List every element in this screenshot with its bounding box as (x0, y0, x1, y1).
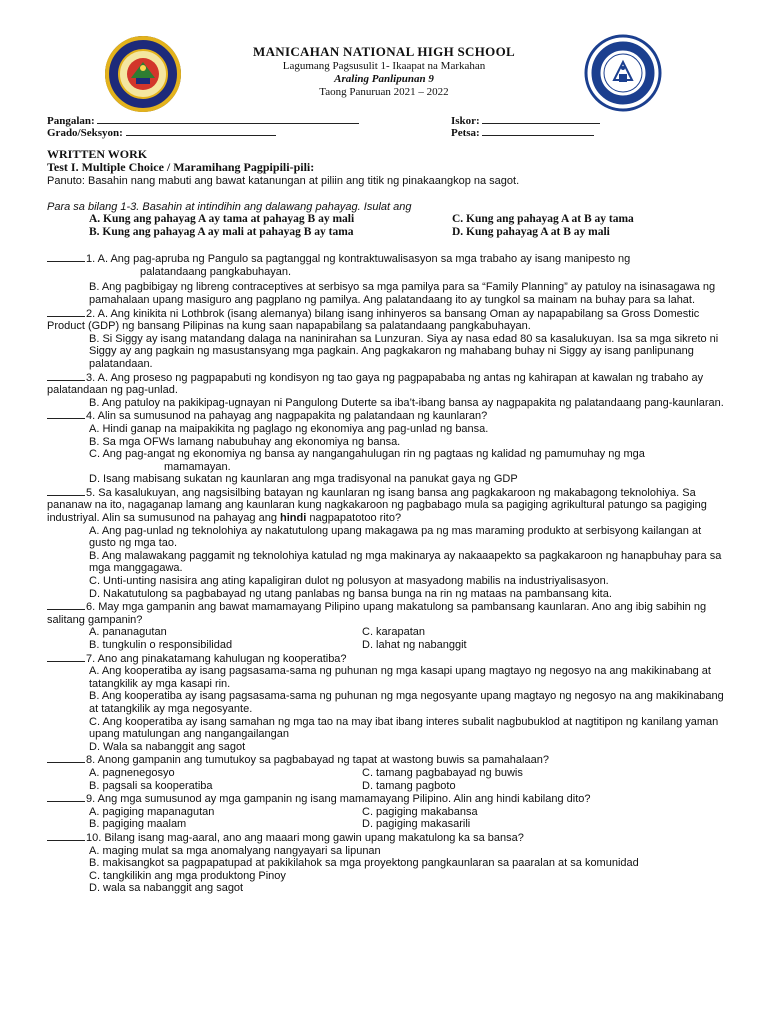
answer-blank-1[interactable] (47, 252, 85, 262)
q7-stem: 7. Ano ang pinakatamang kahulugan ng kooperatiba? (86, 652, 347, 665)
grade-section-label: Grado/Seksyon: (47, 127, 123, 139)
date-field (451, 125, 594, 139)
q10-stem: 10. Bilang isang mag-aaral, ano ang maaari mong gawin upang makatulong ka sa bansa? (86, 831, 524, 844)
q1-statement-b: B. Ang pagbibigay ng libreng contraceptives at serbisyo sa mga pamilya para sa “Family Planning” ay patuloy na isinasagawa ng pamahalaan upang masiguro ang pagplano ng pamilya. Ang palatandaang ito ay tungkol sa mainam na buhay para sa lahat. (89, 281, 716, 306)
q9-option-d: D. pagiging makasarili (362, 818, 471, 831)
q4-option-c: C. Ang pag-angat ng ekonomiya ng bansa ay nangangahulugan rin ng pagtaas ng kalidad ng pamumuhay ng mga (89, 448, 645, 461)
score-label: Iskor: (451, 115, 480, 127)
answer-blank-4[interactable] (47, 409, 85, 419)
q4-option-b: B. Sa mga OFWs lamang nabubuhay ang ekonomiya ng bansa. (89, 435, 401, 448)
q5-stem: 5. Sa kasalukuyan, ang nagsisilbing batayan ng kaunlaran ng isang bansa ang pagkakaroon ng makabagong teknolohiya. Sa pananaw na ito, nagaganap lamang ang kaunlaran kung nagkakaroon ng pagbabago mula sa pagiging agrikultural patungo sa pagiging industriyal. Alin sa sumusunod na pahayag ang (47, 486, 707, 525)
q8-option-a: A. pagnenegosyo (89, 766, 175, 779)
question-2 (47, 307, 727, 371)
section-title: WRITTEN WORK (47, 147, 148, 161)
q8-option-b: B. pagsali sa kooperatiba (89, 779, 213, 792)
q7-option-d: D. Wala sa nabanggit ang sagot (89, 740, 246, 753)
question-10 (47, 831, 727, 895)
q10-option-c: C. tangkilikin ang mga produktong Pinoy (89, 869, 286, 882)
q8-option-c: C. tamang pagbabayad ng buwis (362, 766, 523, 779)
q7-option-c: C. Ang kooperatiba ay isang samahan ng mga tao na may ibat ibang interes subalit nagbubuklod at nagtitipon ng kanilang yaman upang matulungan ang nangangailangan (89, 715, 719, 741)
q9-option-c: C. pagiging makabansa (362, 805, 478, 818)
q8-stem: 8. Anong gampanin ang tumutukoy sa pagbabayad ng tapat at wastong buwis sa pamahalaan? (86, 754, 549, 767)
q2-statement-a: 2. A. Ang kinikita ni Lothbrok (isang alemanya) bilang isang inhinyeros sa bansang Oman ay napapabilang sa Gross Domestic Product (GDP) ng bansang Pilipinas na kung saan napapabilang sa palatandaang pangkabuhayan. (47, 307, 700, 333)
key-b: B. Kung ang pahayag A ay mali at pahayag B ay tama (89, 226, 354, 239)
q9-options (47, 806, 727, 831)
q7-option-b: B. Ang kooperatiba ay isang pagsasama-sama ng puhunan ng mga negosyante upang magtayo ng negosyo na ang makikinabang at tatangkilik ay mga negosyante. (89, 690, 724, 715)
q3-statement-a: 3. A. Ang proseso ng pagpapabuti ng kondisyon ng tao gaya ng pagpapababa ng antas ng kahirapan at kawalan ng trabaho ay palatandaan ng pag-unlad. (47, 371, 704, 397)
question-4 (47, 409, 727, 486)
q6-option-d: D. lahat ng nabanggit (362, 639, 467, 651)
key-a: A. Kung ang pahayag A ay tama at pahayag B ay mali (89, 213, 355, 226)
q8-option-d: D. tamang pagboto (362, 779, 456, 792)
q6-stem: 6. May mga gampanin ang bawat mamamayang Pilipino upang makatulong sa pambansang kaunlaran. Ano ang ibig sabihin ng salitang gampanin? (47, 601, 707, 626)
instructions: Panuto: Basahin nang mabuti ang bawat katanungan at piliin ang titik ng pinakaangkop na sagot. (47, 175, 520, 187)
q6-options (47, 626, 727, 651)
q5-stem-end: nagpapatotoo rito? (306, 512, 402, 525)
q3-statement-b: B. Ang patuloy na pakikipag-ugnayan ni Pangulong Duterte sa iba’t-ibang bansa ay nagpapakita ng palatandaang pang-kaunlaran. (89, 396, 724, 409)
q6-option-c: C. karapatan (362, 626, 425, 639)
answer-blank-6[interactable] (47, 600, 85, 610)
q7-option-a: A. Ang kooperatiba ay isang pagsasama-sama ng puhunan ng mga kasapi upang magtayo ng negosyo na ang makikinabang at tatangkilik ay mga kasapi rin. (89, 665, 711, 690)
q2-statement-b: B. Si Siggy ay isang matandang dalaga na naninirahan sa Lunzuran. Siya ay nasa edad 80 sa kasalukuyan. Isa sa mga sikreto ni Siggy ay ang pagkain ng masustansyang mga pagkain. Ang pagkakaron ng mahabang buhay ni Siggy ay isang panlipunang palatandaan. (89, 332, 719, 370)
q5-option-d: D. Nakatutulong sa pagbabayad ng utang panlabas ng bansa bunga na rin ng mataas na pambansang kita. (89, 587, 612, 600)
q6-option-a: A. pananagutan (89, 626, 167, 639)
q9-option-a: A. pagiging mapanagutan (89, 805, 215, 818)
answer-blank-2[interactable] (47, 307, 85, 317)
q5-stem-emphasis: hindi (280, 512, 307, 525)
grade-section-field (47, 125, 276, 139)
school-name: MANICAHAN NATIONAL HIGH SCHOOL (253, 44, 515, 59)
question-list (47, 252, 727, 895)
name-label: Pangalan: (47, 115, 95, 127)
question-3 (47, 371, 727, 410)
question-1 (47, 252, 727, 306)
key-c: C. Kung ang pahayag A at B ay tama (452, 213, 634, 226)
q4-option-c-cont: mamamayan. (164, 460, 231, 473)
answer-blank-8[interactable] (47, 753, 85, 763)
answer-blank-5[interactable] (47, 486, 85, 496)
q9-stem: 9. Ang mga sumusunod ay mga gampanin ng isang mamamayang Pilipino. Alin ang hindi kabilang dito? (86, 793, 591, 806)
grade-section-blank[interactable] (126, 125, 276, 136)
key-d: D. Kung pahayag A at B ay mali (452, 226, 610, 239)
test-title: Test I. Multiple Choice / Maramihang Pagpipili-pili: (47, 160, 315, 174)
q1-statement-a: 1. A. Ang pag-apruba ng Pangulo sa pagtanggal ng kontraktuwalisasyon sa mga trabaho ay isang manipesto ng (86, 253, 631, 266)
q4-stem: 4. Alin sa sumusunod na pahayag ang nagpapakita ng palatandaan ng kaunlaran? (86, 410, 488, 423)
q5-option-b: B. Ang malawakang paggamit ng teknolohiya katulad ng mga makinarya ay nakaaapekto sa pagkakaroon ng hanapbuhay para sa mga manggagawa. (89, 549, 722, 575)
q5-option-a: A. Ang pag-unlad ng teknolohiya ay nakatutulong upang makagawa pa ng mas maraming produkto at serbisyong kailangan at gusto ng mga tao. (89, 524, 702, 550)
q10-option-a: A. maging mulat sa mga anomalyang nangyayari sa lipunan (89, 844, 381, 857)
answer-blank-9[interactable] (47, 792, 85, 802)
question-5 (47, 486, 727, 600)
q4-option-a: A. Hindi ganap na maipakikita ng paglago ng ekonomiya ang pag-unlad ng bansa. (89, 422, 489, 435)
q10-option-d: D. wala sa nabanggit ang sagot (89, 882, 244, 895)
q5-option-c: C. Unti-unting nasisira ang ating kapaligiran dulot ng polusyon at masyadong mabilis na industriyalisasyon. (89, 575, 609, 588)
q6-option-b: B. tungkulin o responsibilidad (89, 639, 233, 651)
school-year: Taong Panuruan 2021 – 2022 (319, 86, 449, 98)
answer-blank-3[interactable] (47, 371, 85, 381)
name-blank[interactable] (97, 113, 359, 124)
q9-option-b: B. pagiging maalam (89, 818, 187, 831)
question-9 (47, 792, 727, 831)
answer-blank-7[interactable] (47, 652, 85, 662)
exam-title: Lagumang Pagsusulit 1- Ikaapat na Markahan (282, 60, 486, 72)
q1-statement-a-cont: palatandaang pangkabuhayan. (140, 265, 292, 278)
answer-blank-10[interactable] (47, 831, 85, 841)
date-label: Petsa: (451, 127, 480, 139)
q10-option-b: B. makisangkot sa pagpapatupad at pakikilahok sa mga proyektong pangkaunlaran sa paaralan at sa komunidad (89, 857, 639, 870)
answer-key-grid (89, 213, 727, 239)
date-blank[interactable] (482, 125, 594, 136)
q8-options (47, 767, 727, 792)
q4-option-d: D. Isang mabisang sukatan ng kaunlaran ang mga tradisyonal na panukat gaya ng GDP (89, 473, 518, 486)
score-blank[interactable] (482, 113, 600, 124)
items-1-3-note: Para sa bilang 1-3. Basahin at intindihin ang dalawang pahayag. Isulat ang (47, 200, 412, 213)
question-6 (47, 600, 727, 651)
question-7 (47, 652, 727, 754)
question-8 (47, 753, 727, 792)
exam-content (47, 148, 727, 895)
subject-title: Araling Panlipunan 9 (334, 73, 434, 85)
